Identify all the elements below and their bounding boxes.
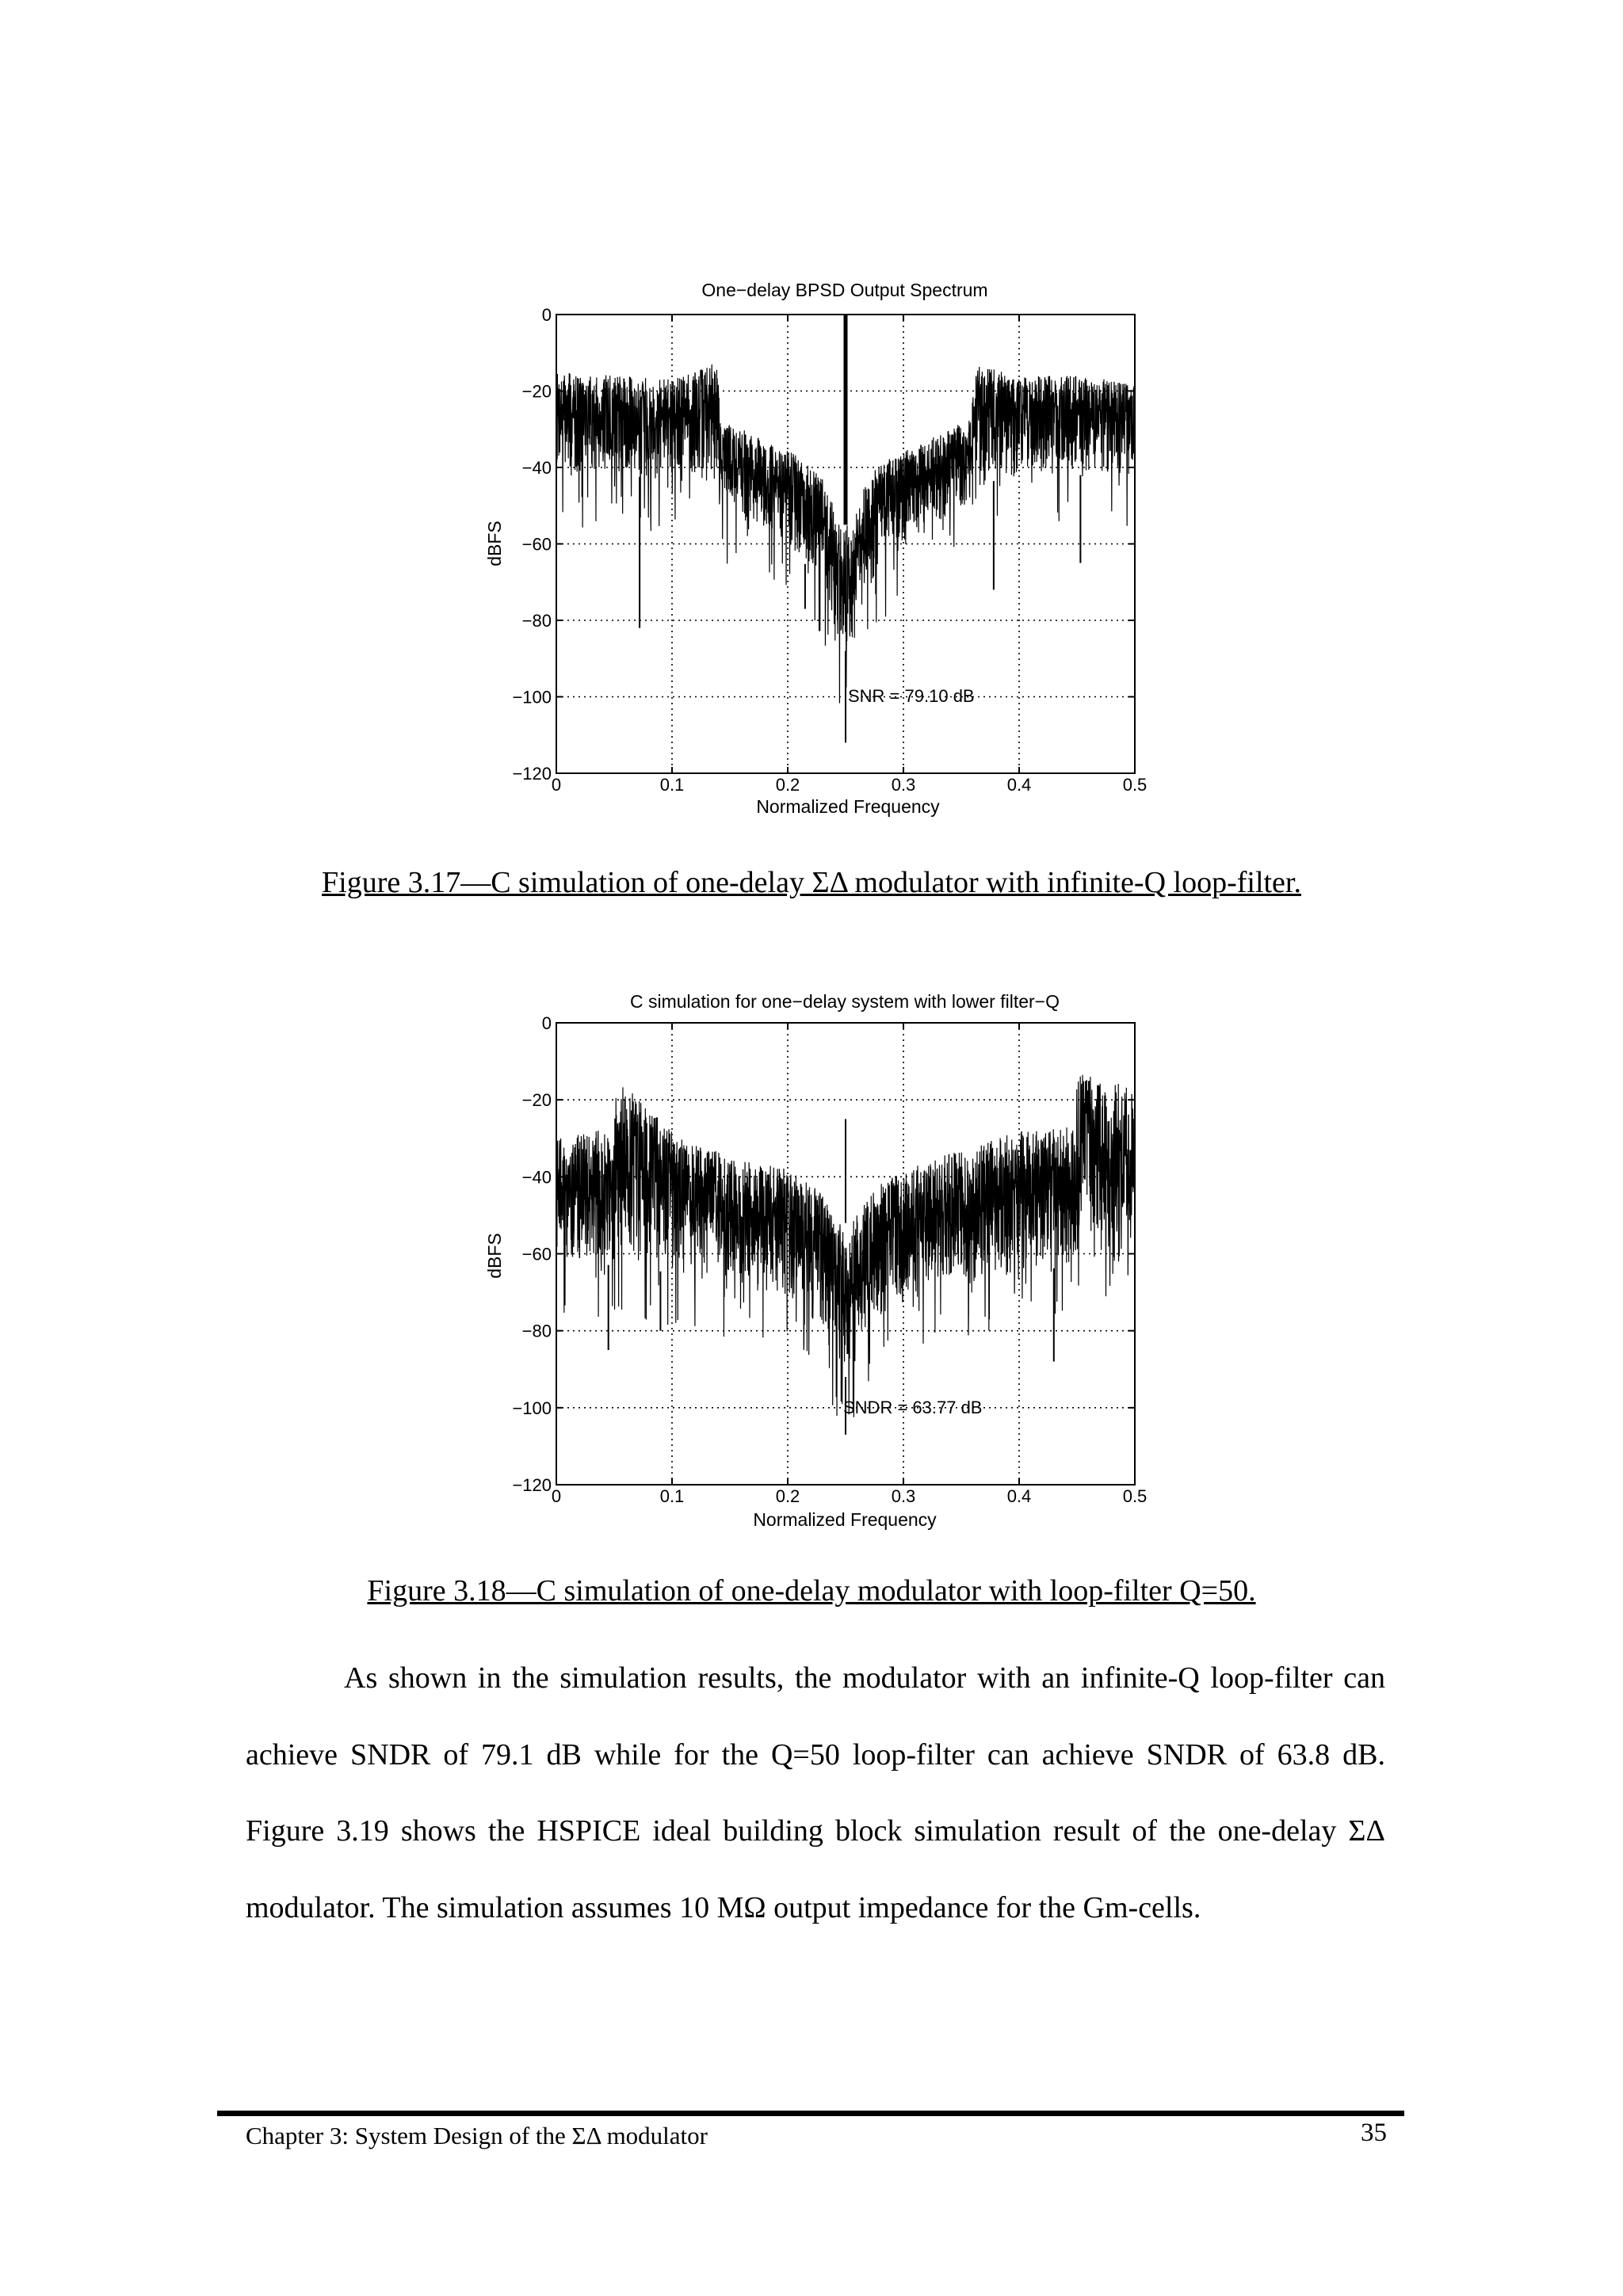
spectrum-chart-infinite-q [0, 0, 1623, 840]
footer-chapter-title: Chapter 3: System Design of the ΣΔ modulator [246, 2122, 708, 2149]
figure-3-18-caption: Figure 3.18—C simulation of one-delay modulator with loop-filter Q=50. [367, 1574, 1256, 1608]
y-tick-label: 0 [541, 1013, 552, 1033]
spectrum-chart-q50 [0, 951, 1623, 1553]
footer-rule [217, 2111, 1404, 2116]
y-tick-label: 0 [541, 305, 552, 325]
x-axis-label: Normalized Frequency [753, 1509, 937, 1530]
x-tick-label: 0.3 [891, 1486, 916, 1506]
body-paragraph [246, 1640, 1385, 1946]
figure-3-17 [0, 0, 1623, 840]
y-tick-label: −40 [521, 1167, 552, 1188]
x-axis-label: Normalized Frequency [756, 796, 940, 817]
y-tick-label: −100 [512, 1398, 552, 1418]
x-tick-label: 0 [551, 775, 562, 795]
x-tick-label: 0.5 [1122, 1486, 1148, 1506]
snr-annotation: SNR = 79.10 dB [848, 686, 975, 706]
figure-3-18 [0, 951, 1623, 1553]
y-tick-label: −80 [521, 1321, 552, 1341]
y-tick-label: −20 [521, 1090, 552, 1111]
y-tick-label: −120 [512, 764, 552, 784]
sndr-annotation: SNDR = 63.77 dB [843, 1398, 983, 1417]
x-tick-label: 0.1 [659, 1486, 685, 1506]
x-tick-label: 0.2 [775, 775, 800, 795]
y-tick-label: −80 [521, 611, 552, 631]
x-tick-label: 0.5 [1122, 775, 1148, 795]
y-tick-label: −60 [521, 1244, 552, 1264]
chart-title: C simulation for one−delay system with lower filter−Q [630, 991, 1060, 1012]
x-tick-label: 0 [551, 1486, 562, 1506]
x-tick-label: 0.4 [1006, 1486, 1032, 1506]
y-tick-label: −100 [512, 687, 552, 707]
x-tick-label: 0.1 [659, 775, 685, 795]
y-tick-label: −40 [521, 458, 552, 478]
body-paragraph-text: As shown in the simulation results, the modulator with an infinite-Q loop-filter can achieve SNDR of 79.1 dB while for the Q=50 loop-filter can achieve SNDR of 63.8 dB. Figure 3.19 shows the HSPICE ideal building block simulation result of the one-delay ΣΔ modulator. The simulation assumes 10 MΩ output impedance for the Gm-cells. [246, 1661, 1385, 1924]
x-tick-label: 0.2 [775, 1486, 800, 1506]
x-tick-label: 0.3 [891, 775, 916, 795]
chart-title: One−delay BPSD Output Spectrum [701, 280, 988, 300]
figure-3-17-caption: Figure 3.17—C simulation of one-delay ΣΔ modulator with infinite-Q loop-filter. [322, 866, 1301, 899]
y-axis-label: dBFS [484, 1233, 505, 1279]
page-number: 35 [1361, 2119, 1387, 2147]
x-tick-label: 0.4 [1006, 775, 1032, 795]
y-tick-label: −120 [512, 1475, 552, 1495]
y-axis-label: dBFS [484, 521, 505, 566]
y-tick-label: −60 [521, 534, 552, 555]
y-tick-label: −20 [521, 381, 552, 402]
